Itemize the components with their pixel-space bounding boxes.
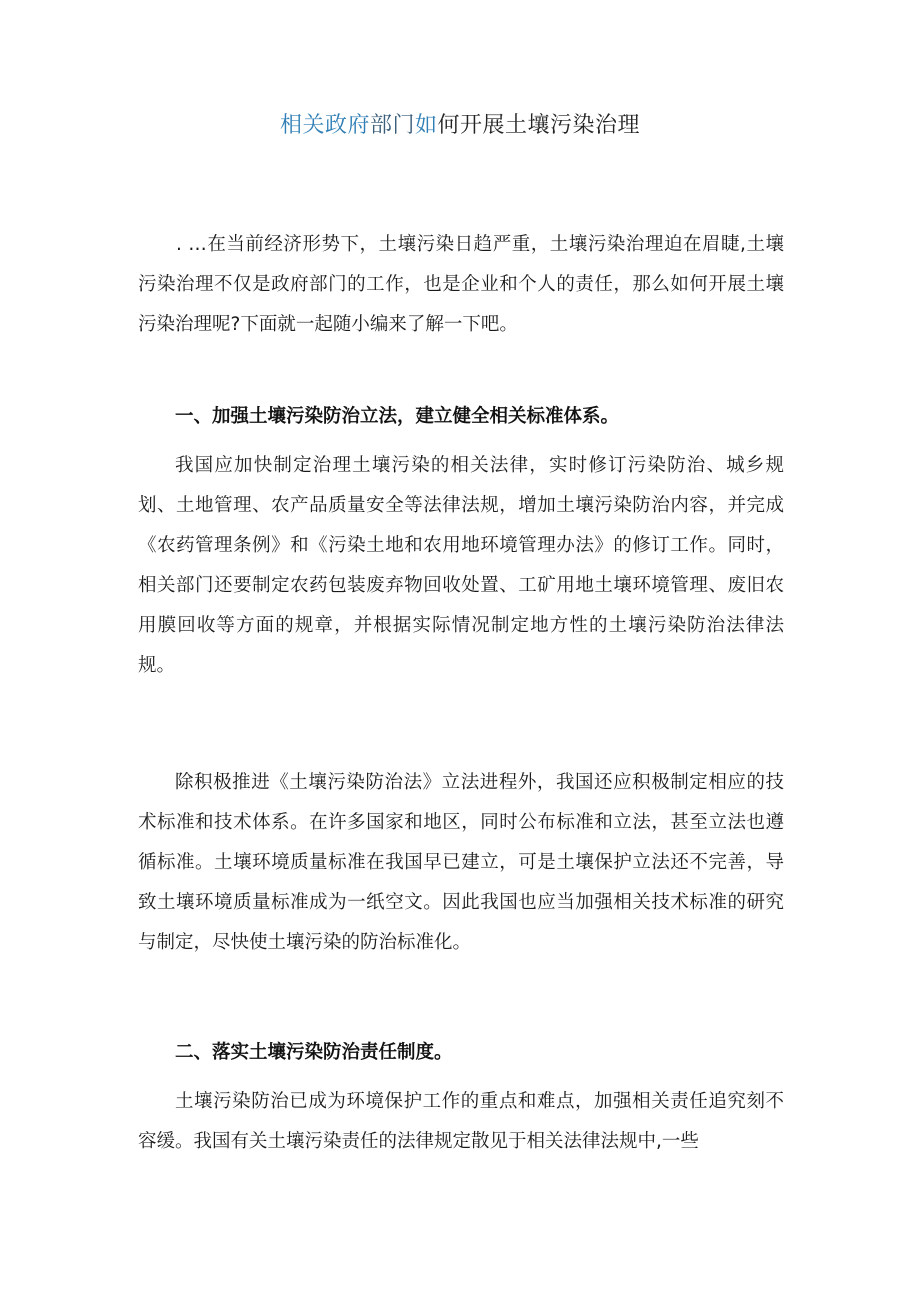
- intro-paragraph: . …在当前经济形势下，土壤污染日趋严重，土壤污染治理迫在眉睫,土壤污染治理不仅是政府部门的工作，也是企业和个人的责任，那么如何开展土壤污染治理呢?下面就一起随小编来了解一下吧。: [138, 234, 784, 335]
- title-segment-rest: 何开展土壤污染治理: [437, 113, 641, 138]
- section-2-paragraph-1: 土壤污染防治已成为环境保护工作的重点和难点，加强相关责任追究刻不容缓。我国有关土壤污染责任的法律规定散见于相关法律法规中,一些: [138, 1091, 784, 1152]
- section-2-heading: 二、落实土壤污染防治责任制度。: [175, 1042, 453, 1063]
- section-1-paragraph-1-block: [138, 446, 784, 686]
- section-2-paragraph-1-block: [138, 1082, 784, 1162]
- section-1-paragraph-2: 除积极推进《土壤污染防治法》立法进程外，我国还应积极制定相应的技术标准和技术体系。在许多国家和地区，同时公布标准和立法，甚至立法也遵循标准。土壤环境质量标准在我国早已建立，可是土壤保护立法还不完善，导致土壤环境质量标准成为一纸空文。因此我国也应当加强相关技术标准的研究与制定，尽快使土壤污染的防治标准化。: [138, 772, 784, 953]
- section-1-heading: 一、加强土壤污染防治立法，建立健全相关标准体系。: [175, 406, 620, 427]
- section-1-paragraph-2-block: [138, 763, 784, 963]
- page-title: [0, 109, 920, 143]
- title-segment-highlight-2: 部门: [369, 113, 415, 138]
- section-1-paragraph-1: 我国应加快制定治理土壤污染的相关法律，实时修订污染防治、城乡规划、土地管理、农产品质量安全等法律法规，增加土壤污染防治内容，并完成《农药管理条例》和《污染土地和农用地环境管理办法》的修订工作。同时，相关部门还要制定农药包装废弃物回收处置、工矿用地土壤环境管理、废旧农用膜回收等方面的规章，并根据实际情况制定地方性的土壤污染防治法律法规。: [138, 455, 784, 676]
- title-segment-highlight-3: 如: [415, 113, 438, 138]
- intro-block: [138, 225, 784, 345]
- title-segment-highlight: 相关政府: [279, 113, 370, 138]
